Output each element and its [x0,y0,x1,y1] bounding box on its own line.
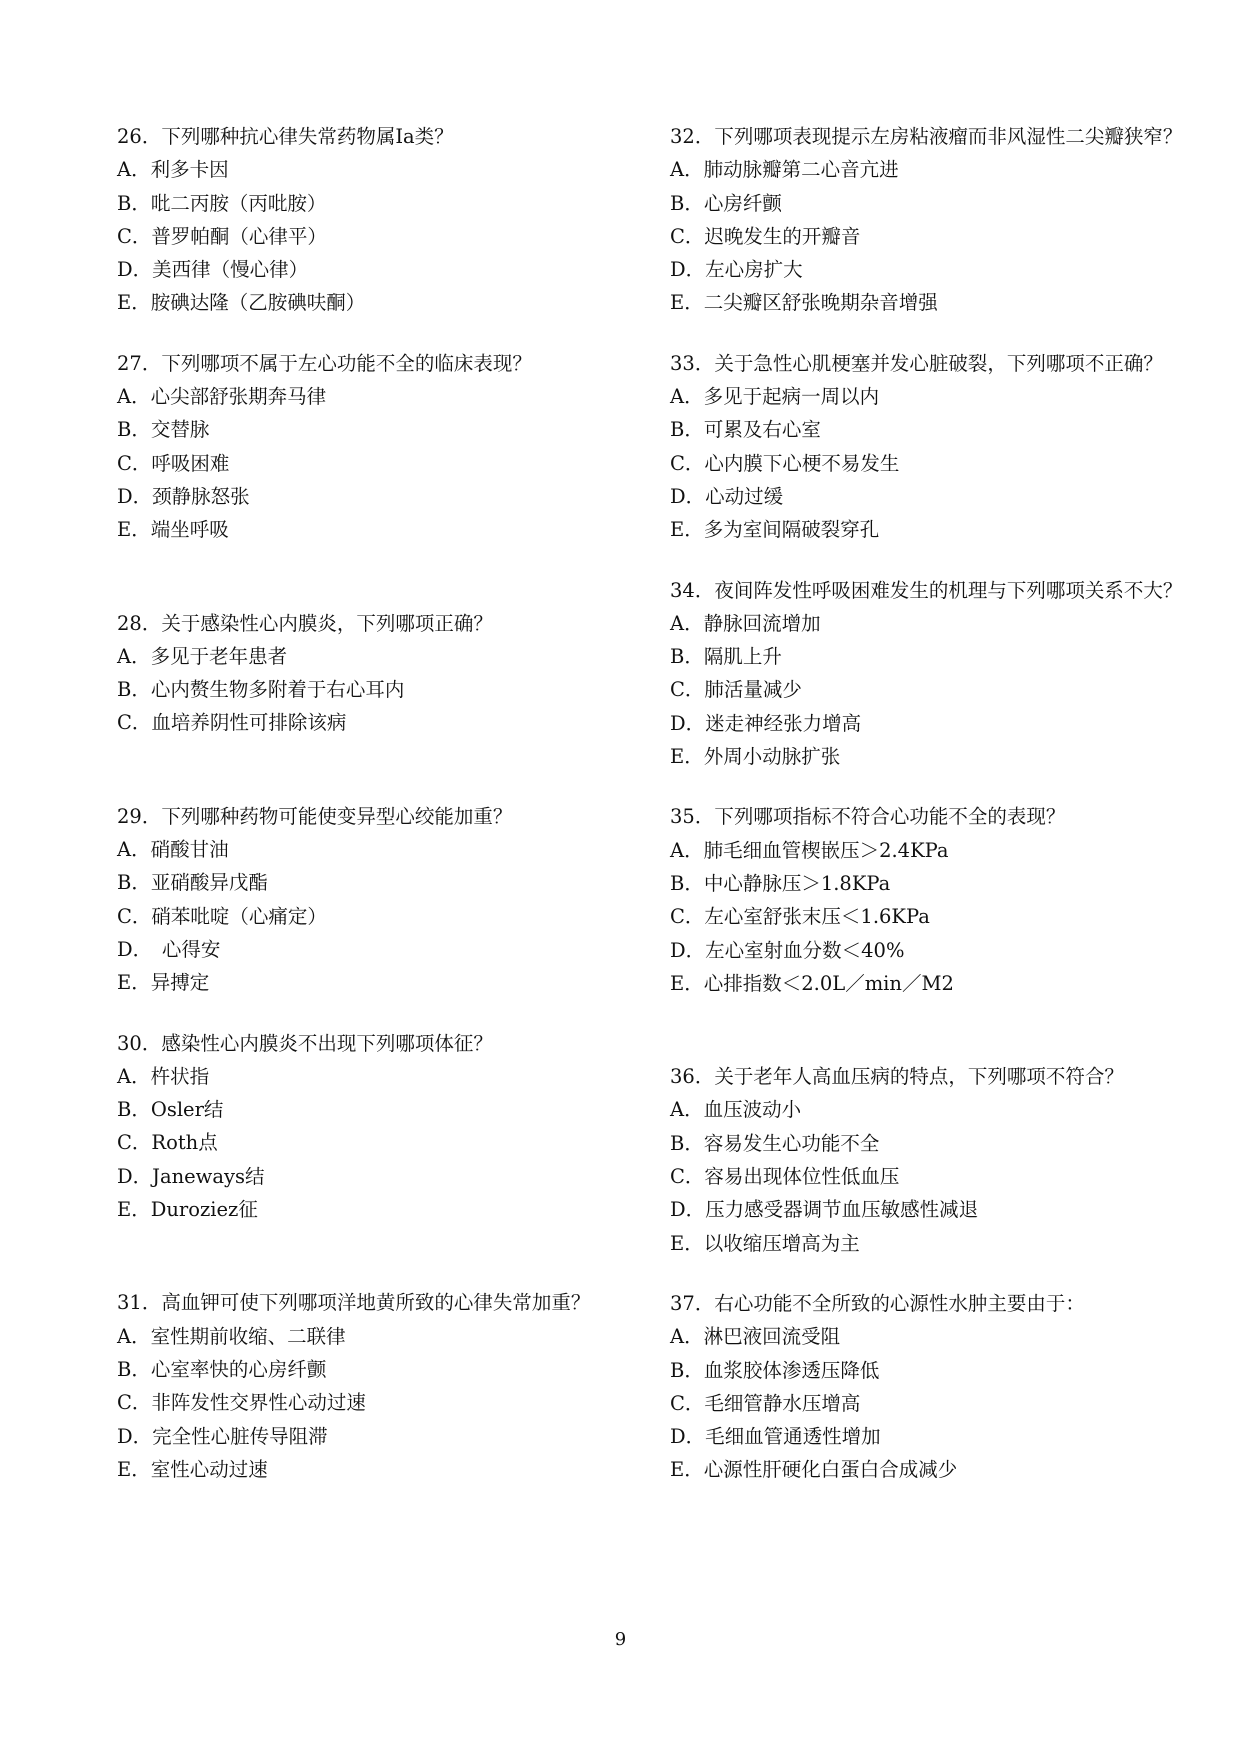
question-stem: 29．下列哪种药物可能使变异型心绞能加重？ [117,804,513,828]
question-35 [670,800,1190,1000]
option-a: A．静脉回流增加 [670,611,821,635]
option-e: E．以收缩压增高为主 [670,1231,860,1255]
option-b: B．吡二丙胺（丙吡胺） [117,191,327,215]
option-b: B．Osler结 [117,1098,224,1122]
option-e: E．异搏定 [117,971,210,995]
question-29 [117,800,637,1000]
option-d: D．美西律（慢心律） [117,258,309,282]
option-a: A．利多卡因 [117,158,229,182]
option-e: E．心源性肝硬化白蛋白合成减少 [670,1458,958,1482]
option-b: B．可累及右心室 [670,418,821,442]
option-d: D．迷走神经张力增高 [670,711,862,735]
option-e: E．二尖瓣区舒张晚期杂音增强 [670,291,938,315]
question-37 [670,1287,1190,1487]
option-b: B．中心静脉压＞1.8KPa [670,871,891,895]
option-c: C．肺活量减少 [670,678,802,702]
option-b: B．心室率快的心房纤颤 [117,1357,327,1381]
question-31 [117,1286,637,1486]
option-c: C．硝苯吡啶（心痛定） [117,904,327,928]
question-30 [117,1027,637,1227]
question-34 [670,574,1190,774]
option-a: A．室性期前收缩、二联律 [117,1324,346,1348]
option-d: D．毛细血管通透性增加 [670,1425,881,1449]
option-a: A．肺动脉瓣第二心音亢进 [670,158,899,182]
option-c: C．Roth点 [117,1131,218,1155]
left-column [117,120,637,1486]
option-a: A．淋巴液回流受阻 [670,1325,841,1349]
option-c: C．容易出现体位性低血压 [670,1165,900,1189]
question-stem: 31．高血钾可使下列哪项洋地黄所致的心律失常加重？ [117,1291,591,1315]
option-b: B．交替脉 [117,418,210,442]
option-a: A．杵状指 [117,1064,210,1088]
question-stem: 27．下列哪项不属于左心功能不全的临床表现？ [117,351,532,375]
option-e: E．外周小动脉扩张 [670,745,841,769]
option-d: D．完全性心脏传导阻滞 [117,1424,328,1448]
question-32 [670,120,1190,320]
option-b: B．血浆胶体渗透压降低 [670,1358,880,1382]
option-d: D．左心房扩大 [670,258,803,282]
option-d: D．压力感受器调节血压敏感性减退 [670,1198,979,1222]
question-stem: 28．关于感染性心内膜炎，下列哪项正确？ [117,611,493,635]
option-e: E．心排指数＜2.0L／min／M2 [670,971,954,995]
question-28 [117,607,637,740]
option-c: C．左心室舒张末压＜1.6KPa [670,905,930,929]
option-a: A．心尖部舒张期奔马律 [117,385,327,409]
option-a: A．血压波动小 [670,1098,802,1122]
option-e: E．室性心动过速 [117,1457,268,1481]
option-c: C．非阵发性交界性心动过速 [117,1391,366,1415]
option-a: A．肺毛细血管楔嵌压＞2.4KPa [670,838,949,862]
option-a: A．多见于老年患者 [117,644,288,668]
option-a: A．硝酸甘油 [117,838,229,862]
right-column [670,120,1190,1487]
page-number: 9 [614,1629,627,1650]
option-b: B．心房纤颤 [670,191,782,215]
option-b: B．心内赘生物多附着于右心耳内 [117,678,405,702]
option-d: D． 心得安 [117,937,221,961]
question-36 [670,1060,1190,1260]
option-e: E．Duroziez征 [117,1198,258,1222]
option-d: D．心动过缓 [670,484,784,508]
option-c: C．普罗帕酮（心律平） [117,224,327,248]
question-26 [117,120,637,320]
question-33 [670,347,1190,547]
option-e: E．端坐呼吸 [117,518,229,542]
question-stem: 32．下列哪项表现提示左房粘液瘤而非风湿性二尖瓣狭窄？ [670,125,1183,148]
option-a: A．多见于起病一周以内 [670,385,880,409]
option-c: C．迟晚发生的开瓣音 [670,224,861,248]
option-d: D．颈静脉怒张 [117,484,250,508]
option-b: B．容易发生心功能不全 [670,1131,880,1155]
option-c: C．毛细管静水压增高 [670,1391,861,1415]
option-e: E．多为室间隔破裂穿孔 [670,518,880,542]
question-stem: 37．右心功能不全所致的心源性水肿主要由于： [670,1291,1085,1315]
option-c: C．血培养阴性可排除该病 [117,711,347,735]
question-stem: 34．夜间阵发性呼吸困难发生的机理与下列哪项关系不大？ [670,578,1183,602]
question-stem: 26．下列哪种抗心律失常药物属Ⅰa类？ [117,125,454,148]
question-stem: 30．感染性心内膜炎不出现下列哪项体征？ [117,1031,493,1055]
question-stem: 35．下列哪项指标不符合心功能不全的表现？ [670,805,1066,829]
option-c: C．呼吸困难 [117,451,230,475]
option-d: D．左心室射血分数＜40% [670,938,905,962]
option-b: B．隔肌上升 [670,645,782,669]
option-d: D．Janeways结 [117,1164,265,1188]
option-b: B．亚硝酸异戊酯 [117,871,268,895]
question-stem: 33．关于急性心肌梗塞并发心脏破裂，下列哪项不正确？ [670,351,1163,375]
option-e: E．胺碘达隆（乙胺碘呋酮） [117,291,366,315]
question-27 [117,347,637,547]
question-stem: 36．关于老年人高血压病的特点，下列哪项不符合？ [670,1065,1124,1089]
option-c: C．心内膜下心梗不易发生 [670,451,900,475]
